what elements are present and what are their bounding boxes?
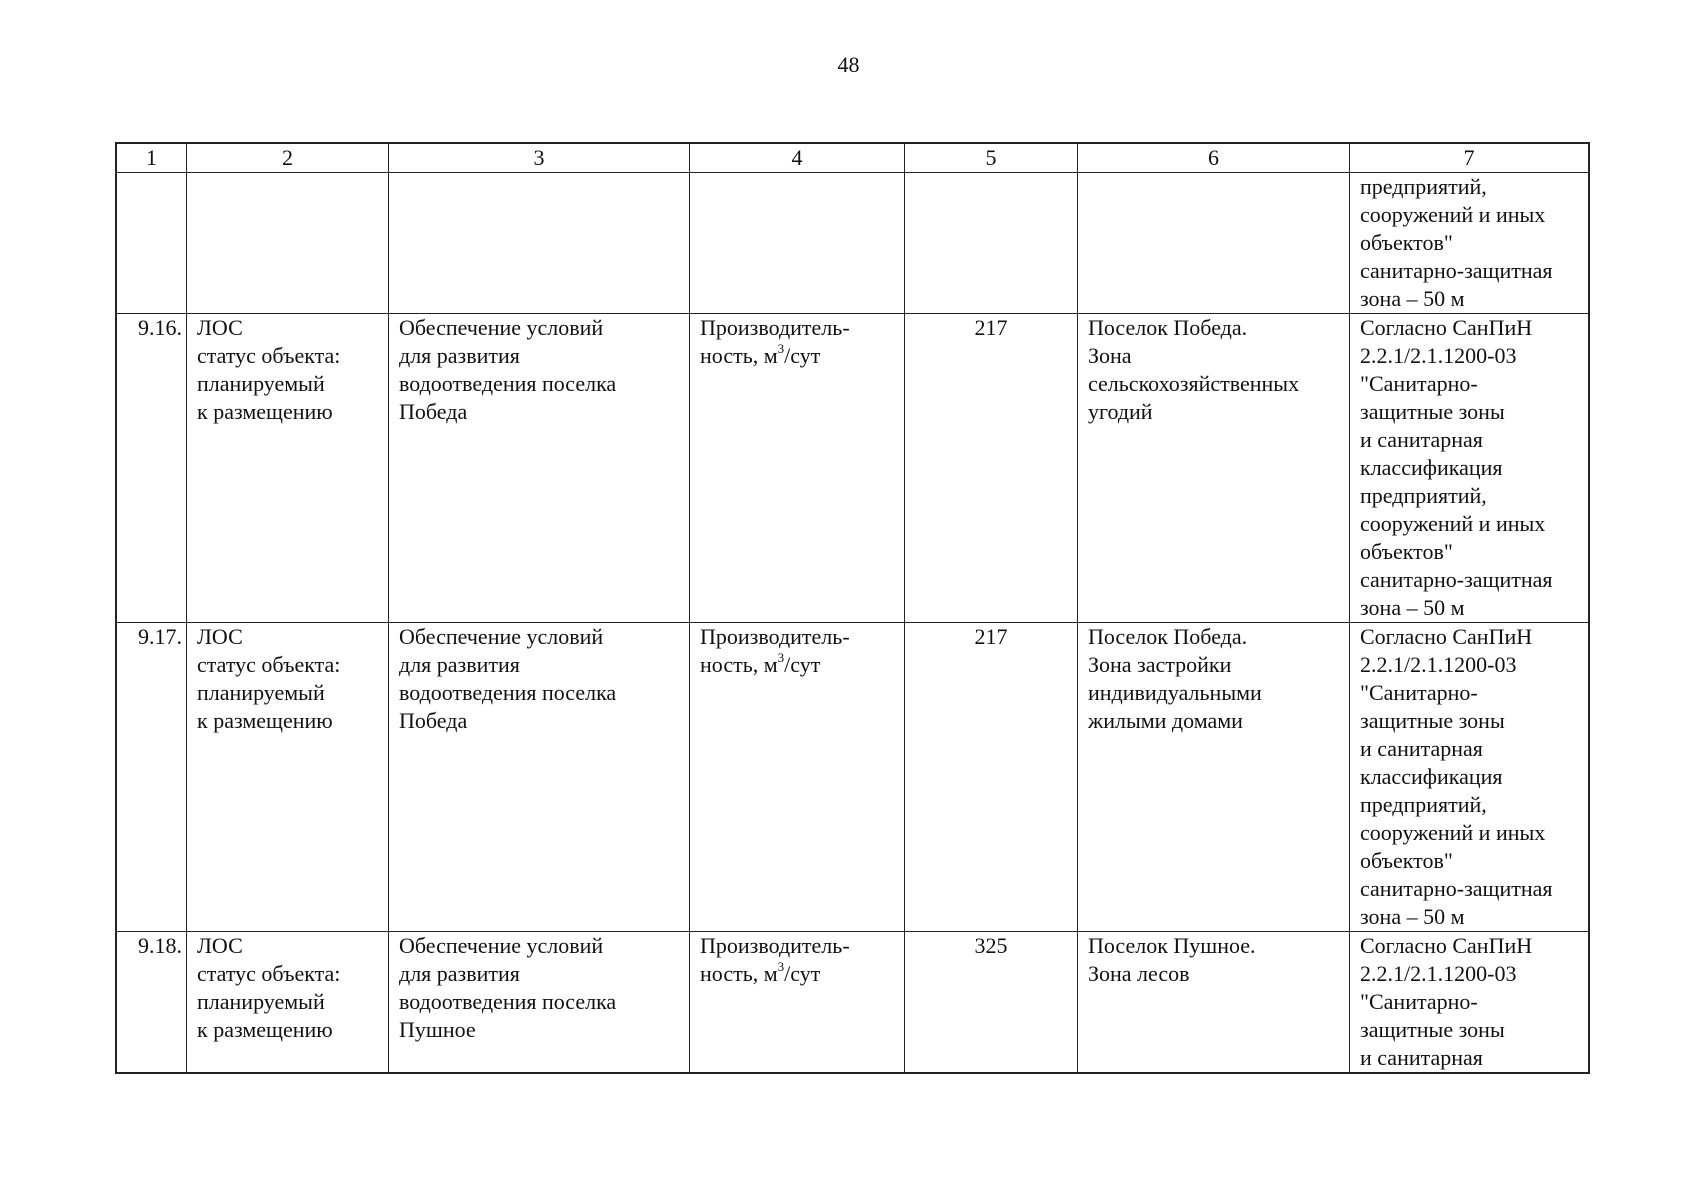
text-line: зона – 50 м [1360,286,1465,311]
text-line: Согласно СанПиН [1360,315,1533,340]
text-line: "Санитарно- [1360,371,1478,396]
unit-text: ность, м [700,961,778,986]
column-header-6: 6 [1078,144,1350,173]
text-line: Победа [399,399,468,424]
text-line: Поселок Победа. [1088,315,1248,340]
column-header-4: 4 [690,144,905,173]
text-line: санитарно-защитная [1360,876,1553,901]
characteristic-line: Производитель- [700,315,850,340]
text-line: к размещению [197,399,333,424]
text-line: классификация [1360,455,1503,480]
text-line: к размещению [197,708,333,733]
cell-empty [690,173,905,314]
text-line: защитные зоны [1360,1017,1505,1042]
cell-location [1078,314,1350,623]
text-line: водоотведения поселка [399,371,617,396]
text-line: планируемый [197,989,325,1014]
unit-text: /сут [784,652,821,677]
continuation-row [117,173,1589,314]
text-line: сооружений и иных [1360,820,1546,845]
text-line: 2.2.1/2.1.1200-03 [1360,343,1517,368]
text-line: классификация [1360,764,1503,789]
column-header-7: 7 [1350,144,1589,173]
table-row [117,932,1589,1073]
text-line: планируемый [197,680,325,705]
cell-characteristic [690,623,905,932]
text-line: предприятий, [1360,174,1487,199]
cell-location [1078,623,1350,932]
cell-value: 325 [905,932,1078,1073]
text-line: Поселок Победа. [1088,624,1248,649]
text-line: Зона [1088,343,1132,368]
text-line: Обеспечение условий [399,315,604,340]
cell-zone-continuation [1350,173,1589,314]
text-line: ЛОС [197,624,243,649]
text-line: к размещению [197,1017,333,1042]
characteristic-line: Производитель- [700,624,850,649]
cell-purpose [389,932,690,1073]
cell-empty [1078,173,1350,314]
text-line: и санитарная [1360,736,1483,761]
page-number: 48 [837,52,860,77]
text-line: для развития [399,343,520,368]
text-line: зона – 50 м [1360,904,1465,929]
unit-text: ность, м [700,652,778,677]
text-line: санитарно-защитная [1360,567,1553,592]
text-line: сооружений и иных [1360,202,1546,227]
cell-zone [1350,623,1589,932]
text-line: статус объекта: [197,961,341,986]
text-line: Победа [399,708,468,733]
cell-purpose [389,623,690,932]
unit-text: /сут [784,961,821,986]
text-line: Обеспечение условий [399,624,604,649]
text-line: водоотведения поселка [399,680,617,705]
text-line: зона – 50 м [1360,595,1465,620]
text-line: Согласно СанПиН [1360,624,1533,649]
column-header-2: 2 [187,144,389,173]
cell-value: 217 [905,314,1078,623]
text-line: предприятий, [1360,483,1487,508]
column-header-row [117,144,1589,173]
characteristic-unit [700,960,894,988]
text-line: угодий [1088,399,1153,424]
text-line: Пушное [399,1017,476,1042]
text-line: и санитарная [1360,427,1483,452]
text-line: Поселок Пушное. [1088,933,1256,958]
cell-characteristic [690,314,905,623]
characteristic-unit [700,651,894,679]
cell-empty [117,173,187,314]
text-line: и санитарная [1360,1045,1483,1070]
text-line: для развития [399,961,520,986]
text-line: ЛОС [197,315,243,340]
column-header-3: 3 [389,144,690,173]
cell-object [187,932,389,1073]
text-line: объектов" [1360,848,1453,873]
text-line: защитные зоны [1360,399,1505,424]
cell-number: 9.16. [117,314,187,623]
cell-empty [187,173,389,314]
column-header-1: 1 [117,144,187,173]
characteristic-unit [700,342,894,370]
text-line: водоотведения поселка [399,989,617,1014]
text-line: Зона лесов [1088,961,1190,986]
cell-zone [1350,932,1589,1073]
cell-empty [905,173,1078,314]
cell-object [187,314,389,623]
cell-zone [1350,314,1589,623]
text-line: Зона застройки [1088,652,1232,677]
text-line: ЛОС [197,933,243,958]
cell-location [1078,932,1350,1073]
text-line: Обеспечение условий [399,933,604,958]
column-header-5: 5 [905,144,1078,173]
text-line: 2.2.1/2.1.1200-03 [1360,652,1517,677]
table-row [117,314,1589,623]
unit-superscript: 3 [777,649,785,665]
cell-purpose [389,314,690,623]
planned-objects-table [116,143,1589,1073]
text-line: объектов" [1360,230,1453,255]
unit-text: /сут [784,343,821,368]
text-line: индивидуальными [1088,680,1262,705]
cell-object [187,623,389,932]
cell-value: 217 [905,623,1078,932]
text-line: статус объекта: [197,652,341,677]
unit-superscript: 3 [777,958,785,974]
text-line: статус объекта: [197,343,341,368]
unit-superscript: 3 [777,340,785,356]
text-line: 2.2.1/2.1.1200-03 [1360,961,1517,986]
table-row [117,623,1589,932]
unit-text: ность, м [700,343,778,368]
characteristic-line: Производитель- [700,933,850,958]
text-line: санитарно-защитная [1360,258,1553,283]
text-line: для развития [399,652,520,677]
cell-empty [389,173,690,314]
text-line: жилыми домами [1088,708,1243,733]
text-line: "Санитарно- [1360,989,1478,1014]
cell-number: 9.17. [117,623,187,932]
text-line: "Санитарно- [1360,680,1478,705]
text-line: Согласно СанПиН [1360,933,1533,958]
text-line: сельскохозяйственных [1088,371,1300,396]
text-line: предприятий, [1360,792,1487,817]
text-line: защитные зоны [1360,708,1505,733]
text-line: планируемый [197,371,325,396]
text-line: объектов" [1360,539,1453,564]
cell-characteristic [690,932,905,1073]
text-line: сооружений и иных [1360,511,1546,536]
cell-number: 9.18. [117,932,187,1073]
